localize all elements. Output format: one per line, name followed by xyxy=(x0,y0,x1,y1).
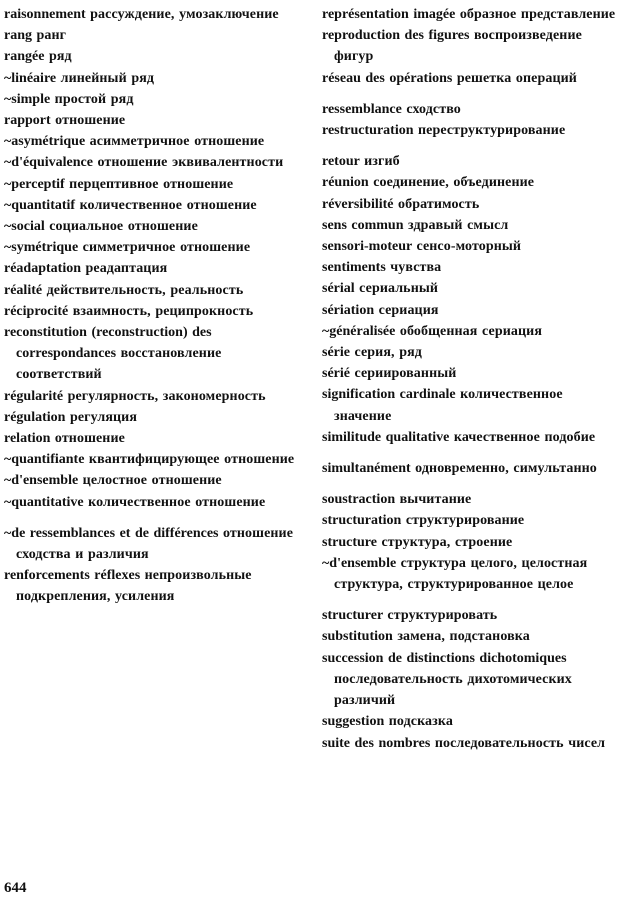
entry-reconstitution xyxy=(4,322,304,386)
entry-term: structure xyxy=(322,534,377,550)
entry-term: régularité xyxy=(4,388,64,404)
entry-translation: целостное отношение xyxy=(82,473,222,489)
entry-term: sentiments xyxy=(322,260,386,276)
entry-translation: квантифицирующее отношение xyxy=(88,452,295,468)
entry-term: simultanément xyxy=(322,461,411,477)
entry-translation: отношение xyxy=(55,113,126,129)
entry-translation: сериированный xyxy=(354,366,457,382)
entry-sensori-moteur xyxy=(322,236,616,257)
entry-term: retour xyxy=(322,154,360,170)
entry-realite xyxy=(4,280,304,301)
entry-structuration xyxy=(322,510,616,531)
entry-term: structurer xyxy=(322,608,383,624)
entry-reciprocite xyxy=(4,301,304,322)
entry-term: ~quantitative xyxy=(4,494,84,510)
entry-rang xyxy=(4,25,304,46)
entry-translation: одновременно, симультанно xyxy=(415,461,597,477)
entry-seriation xyxy=(322,300,616,321)
entry-translation: сенсо-моторный xyxy=(416,239,522,255)
entry-term: raisonnement xyxy=(4,7,86,22)
entry-translation: количественное отношение xyxy=(79,197,257,213)
entry-term: réseau des opérations xyxy=(322,70,453,86)
entry-ressemblances xyxy=(4,523,304,565)
entry-quantitatif xyxy=(4,195,304,216)
entry-sens-commun xyxy=(322,215,616,236)
entry-substitution xyxy=(322,626,616,647)
entry-translation: отношение xyxy=(54,431,125,447)
entry-translation: вычитание xyxy=(399,492,472,508)
entry-serie xyxy=(322,342,616,363)
entry-term: réadaptation xyxy=(4,261,81,277)
entry-quantifiante xyxy=(4,449,304,470)
entry-translation: чувства xyxy=(390,260,442,276)
entry-translation: соединение, объединение xyxy=(373,175,535,191)
entry-term: reconstitution (reconstruction) des correspondances xyxy=(4,325,212,362)
entry-soustraction xyxy=(322,489,616,510)
entry-term: série xyxy=(322,345,350,361)
entry-translation: отношение сходства и различия xyxy=(16,525,294,563)
entry-translation: асимметричное отношение xyxy=(89,134,265,150)
entry-term: ~perceptif xyxy=(4,176,65,192)
entry-term: sens commun xyxy=(322,217,404,233)
entry-translation: действительность, реальность xyxy=(46,282,244,298)
entry-translation: регулярность, закономерность xyxy=(67,388,266,404)
entry-translation: образное представление xyxy=(459,7,616,22)
entry-asymetrique xyxy=(4,131,304,152)
entry-translation: ранг xyxy=(36,28,67,44)
entry-signification xyxy=(322,384,616,426)
entry-rapport xyxy=(4,110,304,131)
entry-restructuration xyxy=(322,120,616,141)
entry-term: réversibilité xyxy=(322,196,394,212)
entry-perceptif xyxy=(4,174,304,195)
entry-term: régulation xyxy=(4,409,66,425)
entry-translation: качественное подобие xyxy=(453,429,596,445)
entry-translation: реадаптация xyxy=(85,261,168,277)
entry-readaptation xyxy=(4,258,304,279)
entry-renforcements xyxy=(4,565,304,607)
entry-serial xyxy=(322,278,616,299)
entry-rangee xyxy=(4,46,304,67)
entry-equivalence xyxy=(4,152,304,173)
entry-term: restructuration xyxy=(322,123,414,139)
entry-translation: рассуждение, умозаключение xyxy=(90,7,279,22)
entry-translation: последовательность чисел xyxy=(434,735,606,751)
entry-structurer xyxy=(322,605,616,626)
entry-translation: воспроизведение фигур xyxy=(334,28,582,65)
entry-translation: симметричное отношение xyxy=(82,240,251,256)
entry-social xyxy=(4,216,304,237)
entry-term: rapport xyxy=(4,113,51,129)
entry-reseau xyxy=(322,68,616,89)
left-column xyxy=(4,4,304,608)
entry-sentiments xyxy=(322,257,616,278)
entry-translation: структурирование xyxy=(405,513,525,529)
entry-term: ~linéaire xyxy=(4,70,57,86)
entry-translation: здравый смысл xyxy=(408,217,509,233)
right-column xyxy=(322,4,616,754)
entry-term: ~social xyxy=(4,219,45,235)
page-number: 644 xyxy=(4,880,27,896)
entry-term: renforcements réflexes xyxy=(4,568,141,584)
entry-translation: отношение эквивалентности xyxy=(97,155,284,171)
entry-term: substitution xyxy=(322,629,393,645)
entry-translation: серия, ряд xyxy=(354,345,422,361)
entry-translation: изгиб xyxy=(364,154,400,170)
entry-translation: сериальный xyxy=(359,281,439,297)
entry-reversibilite xyxy=(322,194,616,215)
entry-translation: взаимность, реципрокность xyxy=(72,303,254,319)
entry-term: réunion xyxy=(322,175,369,191)
entry-translation: структурировать xyxy=(387,608,498,624)
entry-term: ~de ressemblances et de différences xyxy=(4,525,219,541)
entry-serie-adj xyxy=(322,363,616,384)
entry-suggestion xyxy=(322,711,616,732)
entry-term: sensori-moteur xyxy=(322,239,412,255)
entry-term: ressemblance xyxy=(322,101,402,117)
entry-regulation xyxy=(4,407,304,428)
entry-translation: последовательность дихотомических различий xyxy=(334,671,572,709)
entry-term: sérial xyxy=(322,281,355,297)
entry-translation: структура целого, целостная структура, структурированное целое xyxy=(334,555,588,593)
entry-term: sérié xyxy=(322,366,350,382)
entry-term: suite des nombres xyxy=(322,735,431,751)
entry-translation: количественное отношение xyxy=(88,494,266,510)
entry-translation: решетка операций xyxy=(456,70,577,86)
entry-relation xyxy=(4,428,304,449)
entry-translation: непроизвольные подкрепления, усиления xyxy=(16,568,252,605)
entry-term: signification cardinale xyxy=(322,387,456,403)
entry-translation: простой ряд xyxy=(54,91,134,107)
entry-retour xyxy=(322,151,616,172)
entry-quantitative xyxy=(4,492,304,513)
entry-translation: сходство xyxy=(406,101,461,117)
entry-term: ~simple xyxy=(4,91,51,107)
entry-term: ~généralisée xyxy=(322,323,396,339)
entry-term: succession de distinctions dichotomiques xyxy=(322,650,567,666)
entry-term: sériation xyxy=(322,302,375,318)
entry-representation xyxy=(322,4,616,25)
entry-term: réciprocité xyxy=(4,303,69,319)
entry-term: ~d'ensemble xyxy=(322,555,397,571)
entry-term: ~d'équivalence xyxy=(4,155,93,171)
entry-term: ~asymétrique xyxy=(4,134,86,150)
entry-translation: линейный ряд xyxy=(60,70,155,86)
entry-term: rangée xyxy=(4,49,45,65)
entry-translation: обобщенная сериация xyxy=(399,323,542,339)
entry-translation: замена, подстановка xyxy=(397,629,530,645)
entry-ensemble-relation xyxy=(4,470,304,491)
entry-term: reproduction des figures xyxy=(322,28,470,44)
entry-succession xyxy=(322,648,616,712)
entry-suite xyxy=(322,733,616,754)
entry-lineaire xyxy=(4,68,304,89)
entry-term: ~symétrique xyxy=(4,240,79,256)
entry-term: similitude qualitative xyxy=(322,429,450,445)
entry-term: suggestion xyxy=(322,714,385,730)
entry-reunion xyxy=(322,172,616,193)
entry-similitude xyxy=(322,427,616,448)
entry-term: soustraction xyxy=(322,492,396,508)
entry-translation: структура, строение xyxy=(381,534,513,550)
entry-translation: обратимость xyxy=(398,196,480,212)
entry-regularite xyxy=(4,386,304,407)
entry-translation: сериация xyxy=(378,302,439,318)
entry-term: ~quantitatif xyxy=(4,197,76,213)
entry-generalisee xyxy=(322,321,616,342)
entry-translation: социальное отношение xyxy=(49,219,198,235)
entry-raisonnement xyxy=(4,4,304,25)
entry-translation: регуляция xyxy=(69,409,137,425)
entry-symetrique xyxy=(4,237,304,258)
entry-translation: количественное значение xyxy=(334,387,563,424)
entry-translation: переструктурирование xyxy=(418,123,566,139)
entry-translation: восстановление соответствий xyxy=(16,346,222,383)
entry-ressemblance xyxy=(322,99,616,120)
entry-structure xyxy=(322,532,616,553)
entry-term: relation xyxy=(4,431,51,447)
entry-reproduction xyxy=(322,25,616,67)
entry-structure-ensemble xyxy=(322,553,616,595)
entry-term: ~quantifiante xyxy=(4,452,85,468)
entry-term: ~d'ensemble xyxy=(4,473,79,489)
entry-translation: ряд xyxy=(48,49,72,65)
entry-simple xyxy=(4,89,304,110)
entry-term: rang xyxy=(4,28,32,44)
entry-term: réalité xyxy=(4,282,43,298)
entry-translation: перцептивное отношение xyxy=(69,176,234,192)
entry-translation: подсказка xyxy=(388,714,453,730)
entry-simultanement xyxy=(322,458,616,479)
entry-term: représentation imagée xyxy=(322,7,456,22)
entry-term: structuration xyxy=(322,513,402,529)
